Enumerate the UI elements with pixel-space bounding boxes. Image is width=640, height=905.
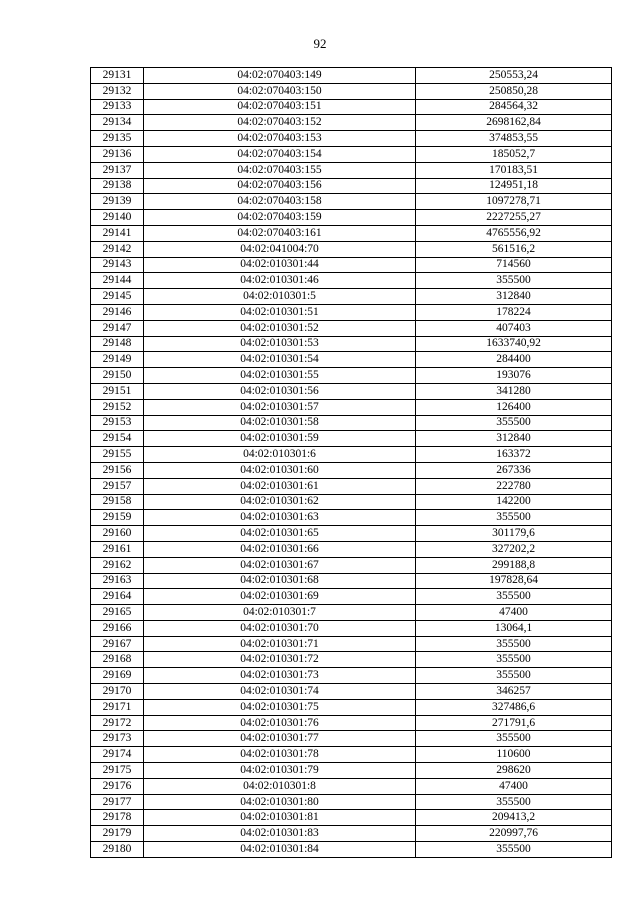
cadastral-value-cell: 222780 bbox=[416, 478, 612, 494]
cadastral-number-cell: 04:02:010301:70 bbox=[144, 620, 416, 636]
table-row bbox=[91, 68, 612, 84]
cadastral-value-cell: 301179,6 bbox=[416, 526, 612, 542]
table-row bbox=[91, 146, 612, 162]
cadastral-value-cell: 355500 bbox=[416, 273, 612, 289]
cadastral-value-cell: 250553,24 bbox=[416, 68, 612, 84]
table-row bbox=[91, 399, 612, 415]
cadastral-value-table bbox=[90, 67, 612, 858]
cadastral-value-cell: 346257 bbox=[416, 684, 612, 700]
table-row bbox=[91, 83, 612, 99]
table-row bbox=[91, 778, 612, 794]
table-row bbox=[91, 526, 612, 542]
table-row bbox=[91, 715, 612, 731]
cadastral-number-cell: 04:02:070403:153 bbox=[144, 131, 416, 147]
cadastral-value-cell: 355500 bbox=[416, 415, 612, 431]
row-number-cell: 29141 bbox=[91, 225, 144, 241]
cadastral-value-cell: 2698162,84 bbox=[416, 115, 612, 131]
cadastral-number-cell: 04:02:010301:80 bbox=[144, 794, 416, 810]
row-number-cell: 29158 bbox=[91, 494, 144, 510]
cadastral-value-cell: 374853,55 bbox=[416, 131, 612, 147]
table-row bbox=[91, 304, 612, 320]
cadastral-number-cell: 04:02:010301:79 bbox=[144, 763, 416, 779]
table-body bbox=[91, 68, 612, 858]
row-number-cell: 29177 bbox=[91, 794, 144, 810]
cadastral-value-cell: 110600 bbox=[416, 747, 612, 763]
cadastral-value-cell: 355500 bbox=[416, 510, 612, 526]
cadastral-number-cell: 04:02:010301:44 bbox=[144, 257, 416, 273]
table-row bbox=[91, 573, 612, 589]
table-row bbox=[91, 352, 612, 368]
cadastral-number-cell: 04:02:010301:8 bbox=[144, 778, 416, 794]
cadastral-number-cell: 04:02:010301:66 bbox=[144, 541, 416, 557]
table-row bbox=[91, 162, 612, 178]
cadastral-value-cell: 284564,32 bbox=[416, 99, 612, 115]
row-number-cell: 29171 bbox=[91, 699, 144, 715]
table-row bbox=[91, 383, 612, 399]
cadastral-value-cell: 355500 bbox=[416, 731, 612, 747]
cadastral-value-cell: 327486,6 bbox=[416, 699, 612, 715]
row-number-cell: 29179 bbox=[91, 826, 144, 842]
row-number-cell: 29135 bbox=[91, 131, 144, 147]
cadastral-number-cell: 04:02:010301:63 bbox=[144, 510, 416, 526]
table-row bbox=[91, 273, 612, 289]
cadastral-number-cell: 04:02:010301:61 bbox=[144, 478, 416, 494]
cadastral-number-cell: 04:02:010301:71 bbox=[144, 636, 416, 652]
table-row bbox=[91, 510, 612, 526]
cadastral-number-cell: 04:02:010301:59 bbox=[144, 431, 416, 447]
cadastral-number-cell: 04:02:070403:152 bbox=[144, 115, 416, 131]
row-number-cell: 29139 bbox=[91, 194, 144, 210]
table-row bbox=[91, 747, 612, 763]
row-number-cell: 29157 bbox=[91, 478, 144, 494]
cadastral-value-cell: 197828,64 bbox=[416, 573, 612, 589]
row-number-cell: 29172 bbox=[91, 715, 144, 731]
row-number-cell: 29153 bbox=[91, 415, 144, 431]
row-number-cell: 29140 bbox=[91, 210, 144, 226]
row-number-cell: 29142 bbox=[91, 241, 144, 257]
cadastral-number-cell: 04:02:010301:77 bbox=[144, 731, 416, 747]
cadastral-number-cell: 04:02:010301:69 bbox=[144, 589, 416, 605]
cadastral-value-cell: 312840 bbox=[416, 431, 612, 447]
cadastral-number-cell: 04:02:070403:156 bbox=[144, 178, 416, 194]
row-number-cell: 29133 bbox=[91, 99, 144, 115]
cadastral-number-cell: 04:02:010301:62 bbox=[144, 494, 416, 510]
row-number-cell: 29175 bbox=[91, 763, 144, 779]
cadastral-value-cell: 193076 bbox=[416, 368, 612, 384]
row-number-cell: 29173 bbox=[91, 731, 144, 747]
cadastral-number-cell: 04:02:070403:151 bbox=[144, 99, 416, 115]
row-number-cell: 29180 bbox=[91, 842, 144, 858]
table-row bbox=[91, 447, 612, 463]
cadastral-value-cell: 327202,2 bbox=[416, 541, 612, 557]
cadastral-value-cell: 185052,7 bbox=[416, 146, 612, 162]
table-row bbox=[91, 699, 612, 715]
cadastral-number-cell: 04:02:010301:51 bbox=[144, 304, 416, 320]
table-row bbox=[91, 668, 612, 684]
row-number-cell: 29167 bbox=[91, 636, 144, 652]
table-row bbox=[91, 368, 612, 384]
row-number-cell: 29149 bbox=[91, 352, 144, 368]
cadastral-number-cell: 04:02:010301:5 bbox=[144, 289, 416, 305]
cadastral-value-cell: 284400 bbox=[416, 352, 612, 368]
cadastral-value-cell: 163372 bbox=[416, 447, 612, 463]
cadastral-number-cell: 04:02:010301:73 bbox=[144, 668, 416, 684]
row-number-cell: 29162 bbox=[91, 557, 144, 573]
table-row bbox=[91, 210, 612, 226]
cadastral-value-cell: 1097278,71 bbox=[416, 194, 612, 210]
cadastral-number-cell: 04:02:070403:150 bbox=[144, 83, 416, 99]
cadastral-number-cell: 04:02:010301:6 bbox=[144, 447, 416, 463]
table-row bbox=[91, 842, 612, 858]
table-row bbox=[91, 652, 612, 668]
cadastral-number-cell: 04:02:010301:72 bbox=[144, 652, 416, 668]
table-row bbox=[91, 241, 612, 257]
cadastral-number-cell: 04:02:010301:53 bbox=[144, 336, 416, 352]
row-number-cell: 29138 bbox=[91, 178, 144, 194]
table-row bbox=[91, 620, 612, 636]
row-number-cell: 29166 bbox=[91, 620, 144, 636]
cadastral-value-cell: 714560 bbox=[416, 257, 612, 273]
cadastral-number-cell: 04:02:010301:7 bbox=[144, 605, 416, 621]
cadastral-number-cell: 04:02:010301:55 bbox=[144, 368, 416, 384]
row-number-cell: 29155 bbox=[91, 447, 144, 463]
cadastral-value-cell: 355500 bbox=[416, 652, 612, 668]
cadastral-number-cell: 04:02:041004:70 bbox=[144, 241, 416, 257]
page-number: 92 bbox=[313, 36, 327, 51]
table-row bbox=[91, 731, 612, 747]
table-row bbox=[91, 810, 612, 826]
row-number-cell: 29176 bbox=[91, 778, 144, 794]
cadastral-number-cell: 04:02:010301:74 bbox=[144, 684, 416, 700]
cadastral-value-cell: 341280 bbox=[416, 383, 612, 399]
table-row bbox=[91, 178, 612, 194]
table-row bbox=[91, 605, 612, 621]
table-row bbox=[91, 589, 612, 605]
cadastral-number-cell: 04:02:010301:46 bbox=[144, 273, 416, 289]
table-row bbox=[91, 557, 612, 573]
cadastral-number-cell: 04:02:010301:84 bbox=[144, 842, 416, 858]
cadastral-value-cell: 298620 bbox=[416, 763, 612, 779]
row-number-cell: 29132 bbox=[91, 83, 144, 99]
table-row bbox=[91, 541, 612, 557]
table-row bbox=[91, 257, 612, 273]
cadastral-value-cell: 126400 bbox=[416, 399, 612, 415]
cadastral-value-cell: 355500 bbox=[416, 589, 612, 605]
cadastral-value-cell: 220997,76 bbox=[416, 826, 612, 842]
cadastral-number-cell: 04:02:070403:161 bbox=[144, 225, 416, 241]
row-number-cell: 29136 bbox=[91, 146, 144, 162]
row-number-cell: 29137 bbox=[91, 162, 144, 178]
row-number-cell: 29164 bbox=[91, 589, 144, 605]
cadastral-number-cell: 04:02:010301:60 bbox=[144, 462, 416, 478]
table-row bbox=[91, 826, 612, 842]
table-row bbox=[91, 415, 612, 431]
cadastral-value-cell: 178224 bbox=[416, 304, 612, 320]
table-row bbox=[91, 194, 612, 210]
row-number-cell: 29151 bbox=[91, 383, 144, 399]
table-row bbox=[91, 115, 612, 131]
cadastral-value-cell: 170183,51 bbox=[416, 162, 612, 178]
cadastral-number-cell: 04:02:010301:57 bbox=[144, 399, 416, 415]
row-number-cell: 29168 bbox=[91, 652, 144, 668]
cadastral-value-cell: 267336 bbox=[416, 462, 612, 478]
cadastral-value-cell: 47400 bbox=[416, 605, 612, 621]
row-number-cell: 29174 bbox=[91, 747, 144, 763]
cadastral-number-cell: 04:02:010301:81 bbox=[144, 810, 416, 826]
row-number-cell: 29145 bbox=[91, 289, 144, 305]
cadastral-number-cell: 04:02:010301:54 bbox=[144, 352, 416, 368]
cadastral-value-cell: 561516,2 bbox=[416, 241, 612, 257]
row-number-cell: 29148 bbox=[91, 336, 144, 352]
cadastral-number-cell: 04:02:010301:56 bbox=[144, 383, 416, 399]
cadastral-value-cell: 355500 bbox=[416, 636, 612, 652]
cadastral-number-cell: 04:02:070403:149 bbox=[144, 68, 416, 84]
cadastral-value-cell: 355500 bbox=[416, 842, 612, 858]
cadastral-value-cell: 4765556,92 bbox=[416, 225, 612, 241]
row-number-cell: 29134 bbox=[91, 115, 144, 131]
cadastral-number-cell: 04:02:010301:65 bbox=[144, 526, 416, 542]
cadastral-value-cell: 124951,18 bbox=[416, 178, 612, 194]
cadastral-value-cell: 355500 bbox=[416, 794, 612, 810]
row-number-cell: 29154 bbox=[91, 431, 144, 447]
row-number-cell: 29160 bbox=[91, 526, 144, 542]
row-number-cell: 29131 bbox=[91, 68, 144, 84]
cadastral-value-cell: 47400 bbox=[416, 778, 612, 794]
cadastral-number-cell: 04:02:010301:58 bbox=[144, 415, 416, 431]
cadastral-value-cell: 250850,28 bbox=[416, 83, 612, 99]
table-row bbox=[91, 99, 612, 115]
row-number-cell: 29169 bbox=[91, 668, 144, 684]
row-number-cell: 29143 bbox=[91, 257, 144, 273]
row-number-cell: 29159 bbox=[91, 510, 144, 526]
cadastral-number-cell: 04:02:010301:78 bbox=[144, 747, 416, 763]
cadastral-number-cell: 04:02:010301:68 bbox=[144, 573, 416, 589]
table-row bbox=[91, 289, 612, 305]
cadastral-value-cell: 13064,1 bbox=[416, 620, 612, 636]
cadastral-value-cell: 142200 bbox=[416, 494, 612, 510]
cadastral-number-cell: 04:02:070403:159 bbox=[144, 210, 416, 226]
row-number-cell: 29152 bbox=[91, 399, 144, 415]
cadastral-number-cell: 04:02:070403:154 bbox=[144, 146, 416, 162]
table-row bbox=[91, 684, 612, 700]
row-number-cell: 29161 bbox=[91, 541, 144, 557]
table-row bbox=[91, 320, 612, 336]
table-row bbox=[91, 763, 612, 779]
table-row bbox=[91, 225, 612, 241]
cadastral-value-cell: 299188,8 bbox=[416, 557, 612, 573]
row-number-cell: 29170 bbox=[91, 684, 144, 700]
row-number-cell: 29178 bbox=[91, 810, 144, 826]
row-number-cell: 29165 bbox=[91, 605, 144, 621]
cadastral-value-cell: 209413,2 bbox=[416, 810, 612, 826]
cadastral-number-cell: 04:02:010301:76 bbox=[144, 715, 416, 731]
table-row bbox=[91, 636, 612, 652]
table-row bbox=[91, 462, 612, 478]
cadastral-number-cell: 04:02:010301:83 bbox=[144, 826, 416, 842]
table-row bbox=[91, 494, 612, 510]
table-row bbox=[91, 431, 612, 447]
row-number-cell: 29150 bbox=[91, 368, 144, 384]
row-number-cell: 29147 bbox=[91, 320, 144, 336]
table-row bbox=[91, 131, 612, 147]
cadastral-value-cell: 1633740,92 bbox=[416, 336, 612, 352]
table-row bbox=[91, 478, 612, 494]
cadastral-value-cell: 2227255,27 bbox=[416, 210, 612, 226]
cadastral-number-cell: 04:02:010301:52 bbox=[144, 320, 416, 336]
cadastral-number-cell: 04:02:070403:155 bbox=[144, 162, 416, 178]
cadastral-value-cell: 355500 bbox=[416, 668, 612, 684]
cadastral-value-cell: 271791,6 bbox=[416, 715, 612, 731]
cadastral-value-cell: 407403 bbox=[416, 320, 612, 336]
row-number-cell: 29146 bbox=[91, 304, 144, 320]
table-row bbox=[91, 794, 612, 810]
cadastral-number-cell: 04:02:010301:67 bbox=[144, 557, 416, 573]
cadastral-number-cell: 04:02:070403:158 bbox=[144, 194, 416, 210]
row-number-cell: 29156 bbox=[91, 462, 144, 478]
cadastral-number-cell: 04:02:010301:75 bbox=[144, 699, 416, 715]
row-number-cell: 29163 bbox=[91, 573, 144, 589]
table-row bbox=[91, 336, 612, 352]
cadastral-value-cell: 312840 bbox=[416, 289, 612, 305]
row-number-cell: 29144 bbox=[91, 273, 144, 289]
